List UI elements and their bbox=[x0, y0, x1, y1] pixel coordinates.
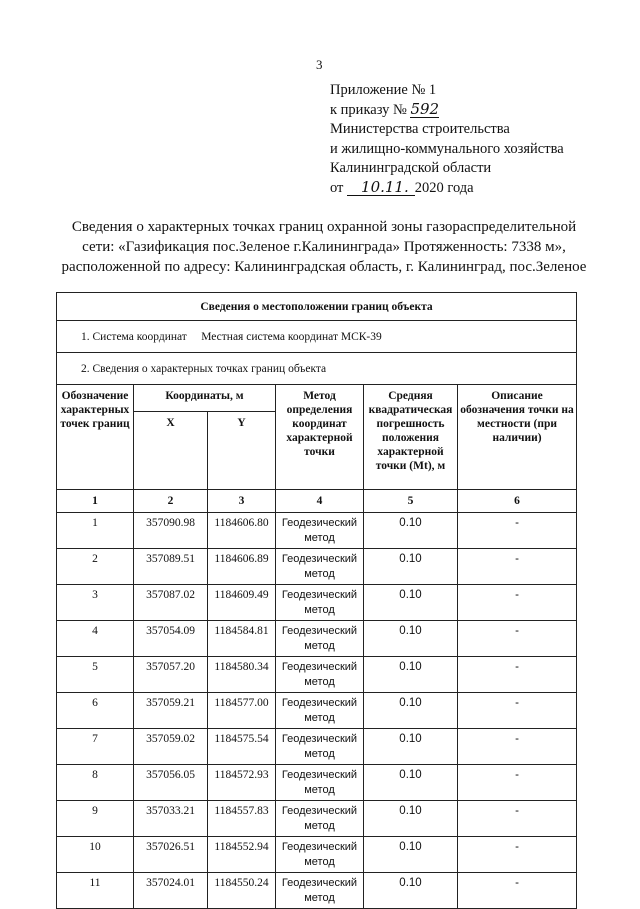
accuracy: 0.10 bbox=[364, 549, 458, 585]
table-row bbox=[57, 873, 577, 909]
column-number: 4 bbox=[276, 490, 364, 513]
y-coordinate: 1184577.00 bbox=[208, 693, 276, 729]
description: - bbox=[458, 693, 577, 729]
accuracy: 0.10 bbox=[364, 873, 458, 909]
column-number: 1 bbox=[57, 490, 134, 513]
points-info: 2. Сведения о характерных точках границ объекта bbox=[57, 353, 577, 385]
title-line-2: сети: «Газификация пос.Зеленое г.Калининграда» Протяженность: 7338 м», bbox=[82, 239, 566, 255]
description: - bbox=[458, 585, 577, 621]
method: Геодезический метод bbox=[276, 801, 364, 837]
date-prefix: от bbox=[330, 179, 344, 196]
header-accuracy: Средняя квадратическая погрешность положения характерной точки (Mt), м bbox=[364, 385, 458, 490]
y-coordinate: 1184606.89 bbox=[208, 549, 276, 585]
table-row bbox=[57, 549, 577, 585]
point-number: 1 bbox=[57, 513, 134, 549]
header-description: Описание обозначения точки на местности (при наличии) bbox=[458, 385, 577, 490]
table-row bbox=[57, 837, 577, 873]
method: Геодезический метод bbox=[276, 549, 364, 585]
y-coordinate: 1184557.83 bbox=[208, 801, 276, 837]
method: Геодезический метод bbox=[276, 657, 364, 693]
y-coordinate: 1184575.54 bbox=[208, 729, 276, 765]
point-number: 3 bbox=[57, 585, 134, 621]
table-row bbox=[57, 621, 577, 657]
point-number: 5 bbox=[57, 657, 134, 693]
column-number: 3 bbox=[208, 490, 276, 513]
header-coordinates: Координаты, м bbox=[134, 385, 276, 412]
x-coordinate: 357054.09 bbox=[134, 621, 208, 657]
header-method: Метод определения координат характерной точки bbox=[276, 385, 364, 490]
description: - bbox=[458, 801, 577, 837]
method: Геодезический метод bbox=[276, 693, 364, 729]
description: - bbox=[458, 837, 577, 873]
point-number: 8 bbox=[57, 765, 134, 801]
point-number: 4 bbox=[57, 621, 134, 657]
appendix-line-5: Калининградской области bbox=[330, 160, 492, 176]
x-coordinate: 357087.02 bbox=[134, 585, 208, 621]
table-row bbox=[57, 657, 577, 693]
header-y: Y bbox=[208, 412, 276, 490]
title-line-1: Сведения о характерных точках границ охранной зоны газораспределительной bbox=[71, 219, 577, 235]
x-coordinate: 357059.21 bbox=[134, 693, 208, 729]
x-coordinate: 357056.05 bbox=[134, 765, 208, 801]
table-row bbox=[57, 801, 577, 837]
x-coordinate: 357026.51 bbox=[134, 837, 208, 873]
y-coordinate: 1184606.80 bbox=[208, 513, 276, 549]
description: - bbox=[458, 657, 577, 693]
point-number: 9 bbox=[57, 801, 134, 837]
description: - bbox=[458, 513, 577, 549]
x-coordinate: 357090.98 bbox=[134, 513, 208, 549]
description: - bbox=[458, 729, 577, 765]
point-number: 11 bbox=[57, 873, 134, 909]
x-coordinate: 357033.21 bbox=[134, 801, 208, 837]
method: Геодезический метод bbox=[276, 837, 364, 873]
y-coordinate: 1184609.49 bbox=[208, 585, 276, 621]
table-row bbox=[57, 513, 577, 549]
title-line-3: расположенной по адресу: Калининградская область, г. Калининград, пос.Зеленое bbox=[61, 259, 587, 275]
y-coordinate: 1184572.93 bbox=[208, 765, 276, 801]
point-number: 2 bbox=[57, 549, 134, 585]
date-handwritten: 10.11. bbox=[347, 180, 415, 196]
point-number: 6 bbox=[57, 693, 134, 729]
accuracy: 0.10 bbox=[364, 693, 458, 729]
point-number: 10 bbox=[57, 837, 134, 873]
header-x: X bbox=[134, 412, 208, 490]
point-number: 7 bbox=[57, 729, 134, 765]
coordinate-system: 1. Система координат Местная система координат МСК-39 bbox=[57, 321, 577, 353]
description: - bbox=[458, 765, 577, 801]
date-suffix: 2020 года bbox=[414, 179, 474, 196]
header-designation: Обозначение характерных точек границ bbox=[57, 385, 134, 490]
appendix-order-line bbox=[330, 101, 564, 121]
accuracy: 0.10 bbox=[364, 621, 458, 657]
table-row bbox=[57, 585, 577, 621]
document-title bbox=[40, 217, 608, 277]
method: Геодезический метод bbox=[276, 765, 364, 801]
appendix-line-4: и жилищно-коммунального хозяйства bbox=[330, 140, 564, 157]
accuracy: 0.10 bbox=[364, 657, 458, 693]
appendix-header bbox=[330, 81, 564, 198]
method: Геодезический метод bbox=[276, 621, 364, 657]
appendix-line-3: Министерства строительства bbox=[330, 121, 510, 137]
column-number: 5 bbox=[364, 490, 458, 513]
column-number: 6 bbox=[458, 490, 577, 513]
section-title: Сведения о местоположении границ объекта bbox=[57, 293, 577, 321]
y-coordinate: 1184580.34 bbox=[208, 657, 276, 693]
appendix-date-line bbox=[330, 179, 564, 199]
x-coordinate: 357089.51 bbox=[134, 549, 208, 585]
accuracy: 0.10 bbox=[364, 837, 458, 873]
table-row bbox=[57, 729, 577, 765]
table-row bbox=[57, 765, 577, 801]
x-coordinate: 357057.20 bbox=[134, 657, 208, 693]
accuracy: 0.10 bbox=[364, 729, 458, 765]
method: Геодезический метод bbox=[276, 513, 364, 549]
x-coordinate: 357059.02 bbox=[134, 729, 208, 765]
x-coordinate: 357024.01 bbox=[134, 873, 208, 909]
accuracy: 0.10 bbox=[364, 513, 458, 549]
y-coordinate: 1184584.81 bbox=[208, 621, 276, 657]
y-coordinate: 1184552.94 bbox=[208, 837, 276, 873]
method: Геодезический метод bbox=[276, 729, 364, 765]
description: - bbox=[458, 621, 577, 657]
table-row bbox=[57, 693, 577, 729]
y-coordinate: 1184550.24 bbox=[208, 873, 276, 909]
accuracy: 0.10 bbox=[364, 801, 458, 837]
description: - bbox=[458, 549, 577, 585]
order-number-handwritten: 592 bbox=[410, 99, 440, 118]
accuracy: 0.10 bbox=[364, 585, 458, 621]
column-number: 2 bbox=[134, 490, 208, 513]
accuracy: 0.10 bbox=[364, 765, 458, 801]
page-number: 3 bbox=[316, 57, 323, 72]
description: - bbox=[458, 873, 577, 909]
boundary-points-table bbox=[56, 292, 577, 909]
method: Геодезический метод bbox=[276, 873, 364, 909]
method: Геодезический метод bbox=[276, 585, 364, 621]
appendix-line-1: Приложение № 1 bbox=[330, 82, 437, 98]
order-prefix: к приказу № bbox=[330, 101, 407, 118]
